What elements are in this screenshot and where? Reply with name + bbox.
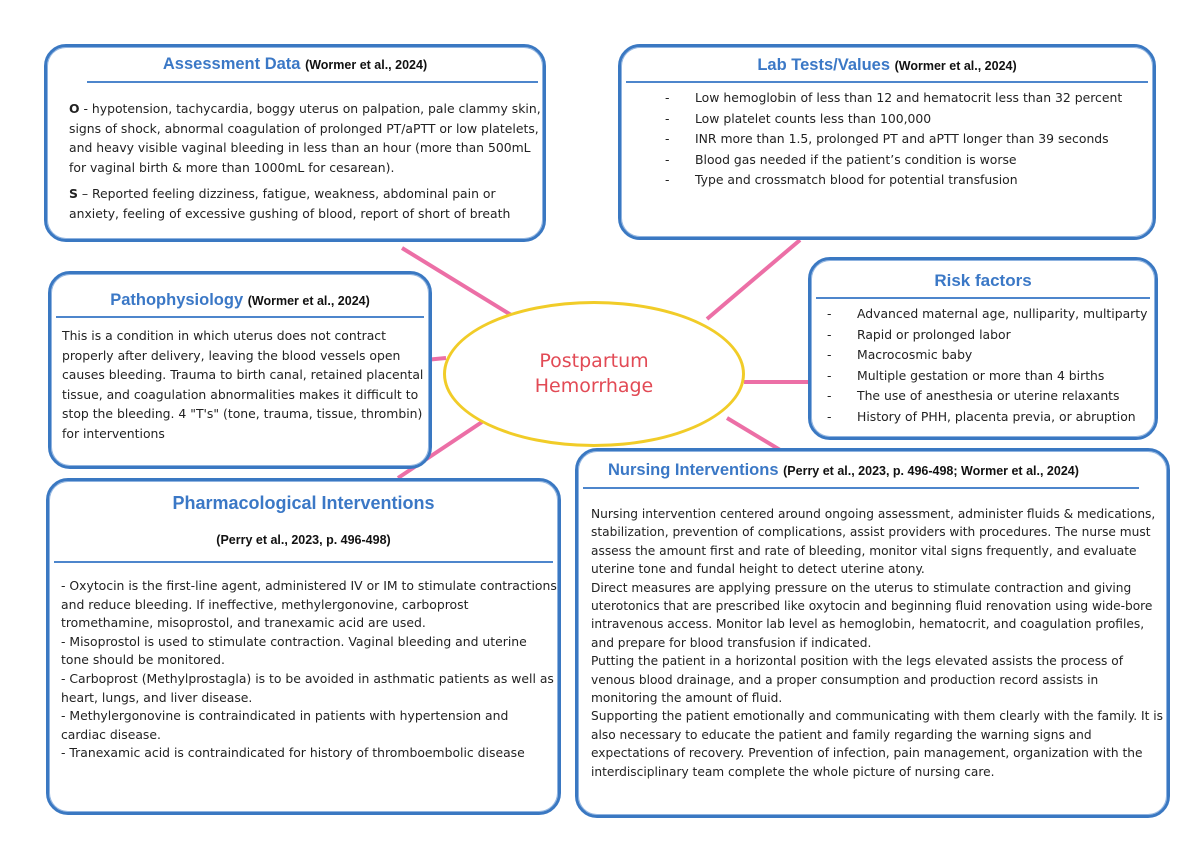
lab-citation: (Wormer et al., 2024) <box>894 59 1017 73</box>
patho-text: This is a condition in which uterus does not contract properly after delivery, leaving the blood vessels open causes bleeding. Trauma to birth canal, retained placental tissue, and coagulation abnormalities makes it difficult to stop the bleeding. 4 "T's" (tone, trauma, tissue, thrombin) for interventions <box>62 328 424 441</box>
nursing-title-text: Nursing Interventions <box>608 461 779 479</box>
nursing-box <box>575 448 1170 818</box>
nursing-divider <box>583 487 1139 489</box>
pharm-line: - Oxytocin is the first-line agent, administered IV or IM to stimulate contractions and reduce bleeding. If ineffective, methylergonovine, carboprost tromethamine, misoprostol, and tranexamic acid are used. <box>61 578 557 631</box>
center-topic <box>443 301 745 447</box>
lab-list <box>665 88 1145 191</box>
lab-item: - Low platelet counts less than 100,000 <box>665 109 1145 130</box>
risk-divider <box>816 297 1150 299</box>
assessment-title <box>47 55 543 74</box>
lab-body <box>665 88 1145 191</box>
pharm-body <box>61 577 557 763</box>
subjective-prefix: S <box>69 186 78 201</box>
assessment-box <box>44 44 546 242</box>
patho-citation: (Wormer et al., 2024) <box>247 294 370 308</box>
lab-box <box>618 44 1156 240</box>
assessment-divider <box>87 81 538 83</box>
patho-title <box>51 291 429 310</box>
patho-body <box>62 326 430 443</box>
risk-item: - Macrocosmic baby <box>827 345 1157 366</box>
risk-title: Risk factors <box>934 271 1032 290</box>
lab-item: - Low hemoglobin of less than 12 and hematocrit less than 32 percent <box>665 88 1145 109</box>
pharm-line: - Carboprost (Methylprostagla) is to be avoided in asthmatic patients as well as heart, lungs, and liver disease. <box>61 670 554 705</box>
pharm-box <box>46 478 561 815</box>
lab-title-text: Lab Tests/Values <box>757 56 891 74</box>
subjective-text: – Reported feeling dizziness, fatigue, weakness, abdominal pain or anxiety, feeling of excessive gushing of blood, report of short of breath <box>69 186 511 221</box>
nursing-paragraph: Supporting the patient emotionally and communicating with them clearly with the family. It is also necessary to educate the patient and family regarding the warning signs and expectations of recovery. Prevention of infection, pain management, organization with the interdisciplinary team complete the whole picture of nursing care. <box>591 709 1163 779</box>
pharm-divider <box>54 561 553 563</box>
objective-data <box>69 99 544 177</box>
lab-item: - Blood gas needed if the patient’s condition is worse <box>665 150 1145 171</box>
risk-box <box>808 257 1158 440</box>
center-title-line1: Postpartum <box>539 350 649 372</box>
pharm-line: - Methylergonovine is contraindicated in patients with hypertension and cardiac disease. <box>61 708 509 742</box>
pharm-line: - Misoprostol is used to stimulate contraction. Vaginal bleeding and uterine tone should be monitored. <box>61 633 527 668</box>
assessment-title-text: Assessment Data <box>162 55 301 73</box>
assessment-body <box>69 99 544 223</box>
connector-lab <box>707 240 800 319</box>
nursing-citation: (Perry et al., 2023, p. 496-498; Wormer et al., 2024) <box>783 464 1079 478</box>
nursing-paragraph: Direct measures are applying pressure on the uterus to stimulate contraction and giving uterotonics that are prescribed like oxytocin and beginning fluid renovation using wide-bore intravenous access. Monitor lab level as hemoglobin, hematocrit, and coagulation profiles, and prepare for blood transfusion if indicated. <box>591 580 1153 650</box>
lab-title <box>621 56 1153 75</box>
nursing-paragraph: Putting the patient in a horizontal position with the legs elevated assists the process of venous blood drainage, and a proper consumption and production record assists in monitoring the amount of fluid. <box>591 654 1124 706</box>
risk-item: - Multiple gestation or more than 4 births <box>827 366 1157 387</box>
lab-item: - Type and crossmatch blood for potential transfusion <box>665 170 1145 191</box>
pharm-citation: (Perry et al., 2023, p. 496-498) <box>216 533 391 547</box>
nursing-paragraph: Nursing intervention centered around ongoing assessment, administer fluids & medications, stabilization, prevention of complications, assist providers with procedures. The nurse must assess the amount first and rate of bleeding, monitor vital signs frequently, and evaluate uterine tone and fundal height to detect uterine atony. <box>591 507 1156 577</box>
pharm-title: Pharmacological Interventions <box>172 493 435 513</box>
risk-item: - Rapid or prolonged labor <box>827 325 1157 346</box>
objective-text: - hypotension, tachycardia, boggy uterus on palpation, pale clammy skin, signs of shock, abnormal coagulation of prolonged PT/aPTT or low platelets, and heavy visible vaginal bleeding in less than an hour (more than 500mL for vaginal birth & more than 1000mL for cesarean). <box>69 101 541 175</box>
subjective-data <box>69 184 544 223</box>
risk-item: - The use of anesthesia or uterine relaxants <box>827 386 1157 407</box>
pharm-line: - Tranexamic acid is contraindicated for history of thromboembolic disease <box>61 745 525 761</box>
patho-divider <box>56 316 424 318</box>
patho-title-text: Pathophysiology <box>110 291 244 309</box>
nursing-body <box>591 505 1164 781</box>
assessment-citation: (Wormer et al., 2024) <box>305 58 428 72</box>
risk-item: - Advanced maternal age, nulliparity, multiparty <box>827 304 1157 325</box>
risk-body <box>827 304 1157 427</box>
patho-box <box>48 271 432 469</box>
center-title-line2: Hemorrhage <box>534 375 654 397</box>
risk-item: - History of PHH, placenta previa, or abruption <box>827 407 1157 428</box>
lab-divider <box>626 81 1148 83</box>
objective-prefix: O <box>69 101 80 116</box>
lab-item: - INR more than 1.5, prolonged PT and aPTT longer than 39 seconds <box>665 129 1145 150</box>
nursing-title <box>608 461 1167 480</box>
risk-list <box>827 304 1157 427</box>
